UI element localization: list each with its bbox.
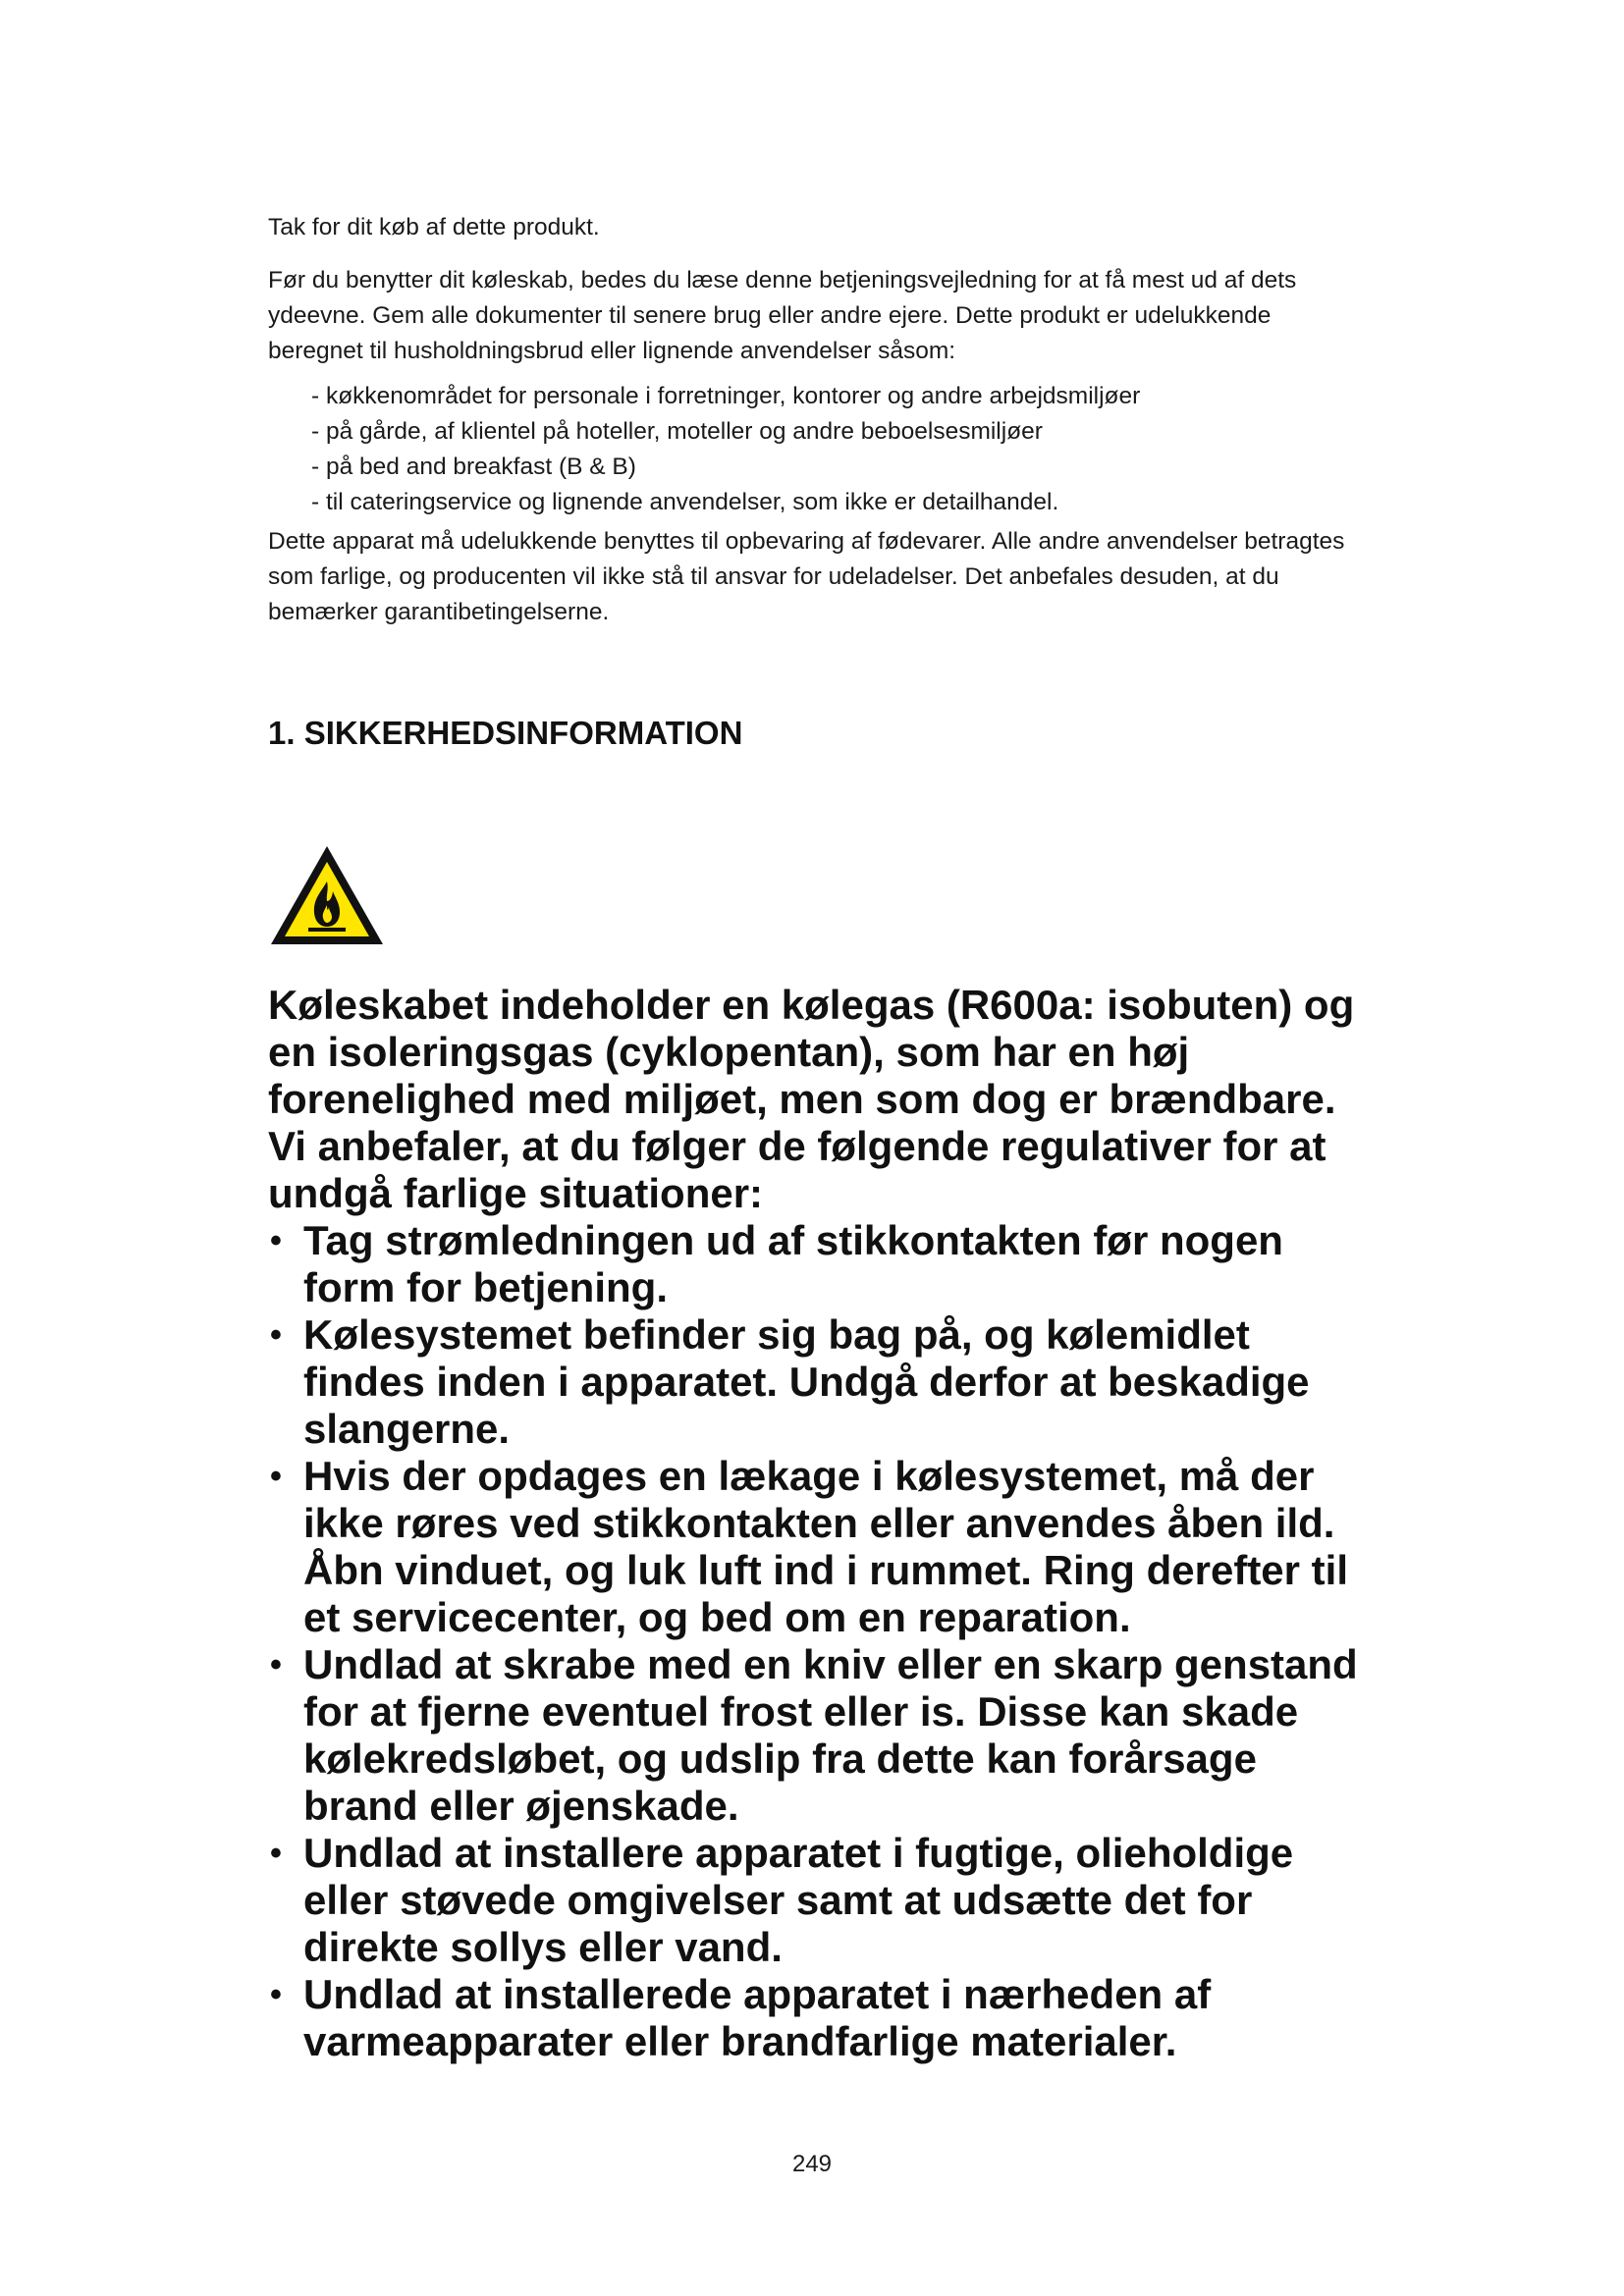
warning-item-text: Kølesystemet befinder sig bag på, og kølemidlet findes inden i apparatet. Undgå derfor at beskadige slangerne. — [303, 1311, 1310, 1452]
intro-section — [268, 210, 1358, 630]
page-number: 249 — [791, 2151, 833, 2177]
warning-item — [268, 1453, 1358, 1641]
usage-item: - køkkenområdet for personale i forretninger, kontorer og andre arbejdsmiljøer — [311, 383, 1141, 409]
usage-item: - på bed and breakfast (B & B) — [311, 454, 636, 480]
warning-list — [268, 1217, 1358, 2065]
warning-item — [268, 1217, 1358, 1311]
warning-item-text: Undlad at skrabe med en kniv eller en skarp genstand for at fjerne eventuel frost eller is. Disse kan skade kølekredsløbet, og udslip fra dette kan forårsage brand eller øjenskade. — [303, 1641, 1358, 1829]
warning-item — [268, 1971, 1358, 2065]
bullet-icon: • — [270, 1976, 282, 2013]
usage-item: - på gårde, af klientel på hoteller, moteller og andre beboelsesmiljøer — [311, 418, 1043, 445]
thanks-line: Tak for dit køb af dette produkt. — [268, 214, 600, 240]
bullet-icon: • — [270, 1835, 282, 1872]
warning-item — [268, 1641, 1358, 1830]
bullet-icon: • — [270, 1646, 282, 1683]
warning-item-text: Hvis der opdages en lækage i kølesystemet, må der ikke røres ved stikkontakten eller anvendes åben ild. Åbn vinduet, og luk luft ind i rummet. Ring derefter til et servicecenter, og bed om en reparation. — [303, 1453, 1349, 1640]
intro-paragraph: Før du benytter dit køleskab, bedes du læse denne betjeningsvejledning for at få mest ud af dets ydeevne. Gem alle dokumenter til senere brug eller andre ejere. Dette produkt er udelukkende beregnet til husholdningsbrud eller lignende anvendelser såsom: — [268, 267, 1297, 364]
usage-list — [268, 379, 1358, 520]
usage-item: - til cateringservice og lignende anvendelser, som ikke er detailhandel. — [311, 489, 1059, 515]
warning-item — [268, 1311, 1358, 1453]
closing-paragraph: Dette apparat må udelukkende benyttes til opbevaring af fødevarer. Alle andre anvendelser betragtes som farlige, og producenten vil ikke stå til ansvar for udeladelser. Det anbefales desuden, at du bemærker garantibetingelserne. — [268, 528, 1345, 625]
warning-item — [268, 1830, 1358, 1971]
flammable-triangle-graphic — [267, 842, 387, 948]
bullet-icon: • — [270, 1316, 282, 1354]
warning-item-text: Undlad at installerede apparatet i nærheden af varmeapparater eller brandfarlige materialer. — [303, 1971, 1212, 2064]
warning-item-text: Tag strømledningen ud af stikkontakten før nogen form for betjening. — [303, 1217, 1283, 1310]
warning-item-text: Undlad at installere apparatet i fugtige, olieholdige eller støvede omgivelser samt at udsætte det for direkte sollys eller vand. — [303, 1830, 1294, 1970]
warning-lead: Køleskabet indeholder en kølegas (R600a: isobuten) og en isoleringsgas (cyklopentan), som har en høj forenelighed med miljøet, men som dog er brændbare. Vi anbefaler, at du følger de følgende regulativer for at undgå farlige situationer: — [268, 982, 1355, 1216]
section-heading: 1. SIKKERHEDSINFORMATION — [268, 715, 743, 751]
bullet-icon: • — [270, 1222, 282, 1259]
safety-warning — [268, 982, 1358, 2065]
bullet-icon: • — [270, 1458, 282, 1495]
flammable-warning-icon — [267, 842, 387, 948]
